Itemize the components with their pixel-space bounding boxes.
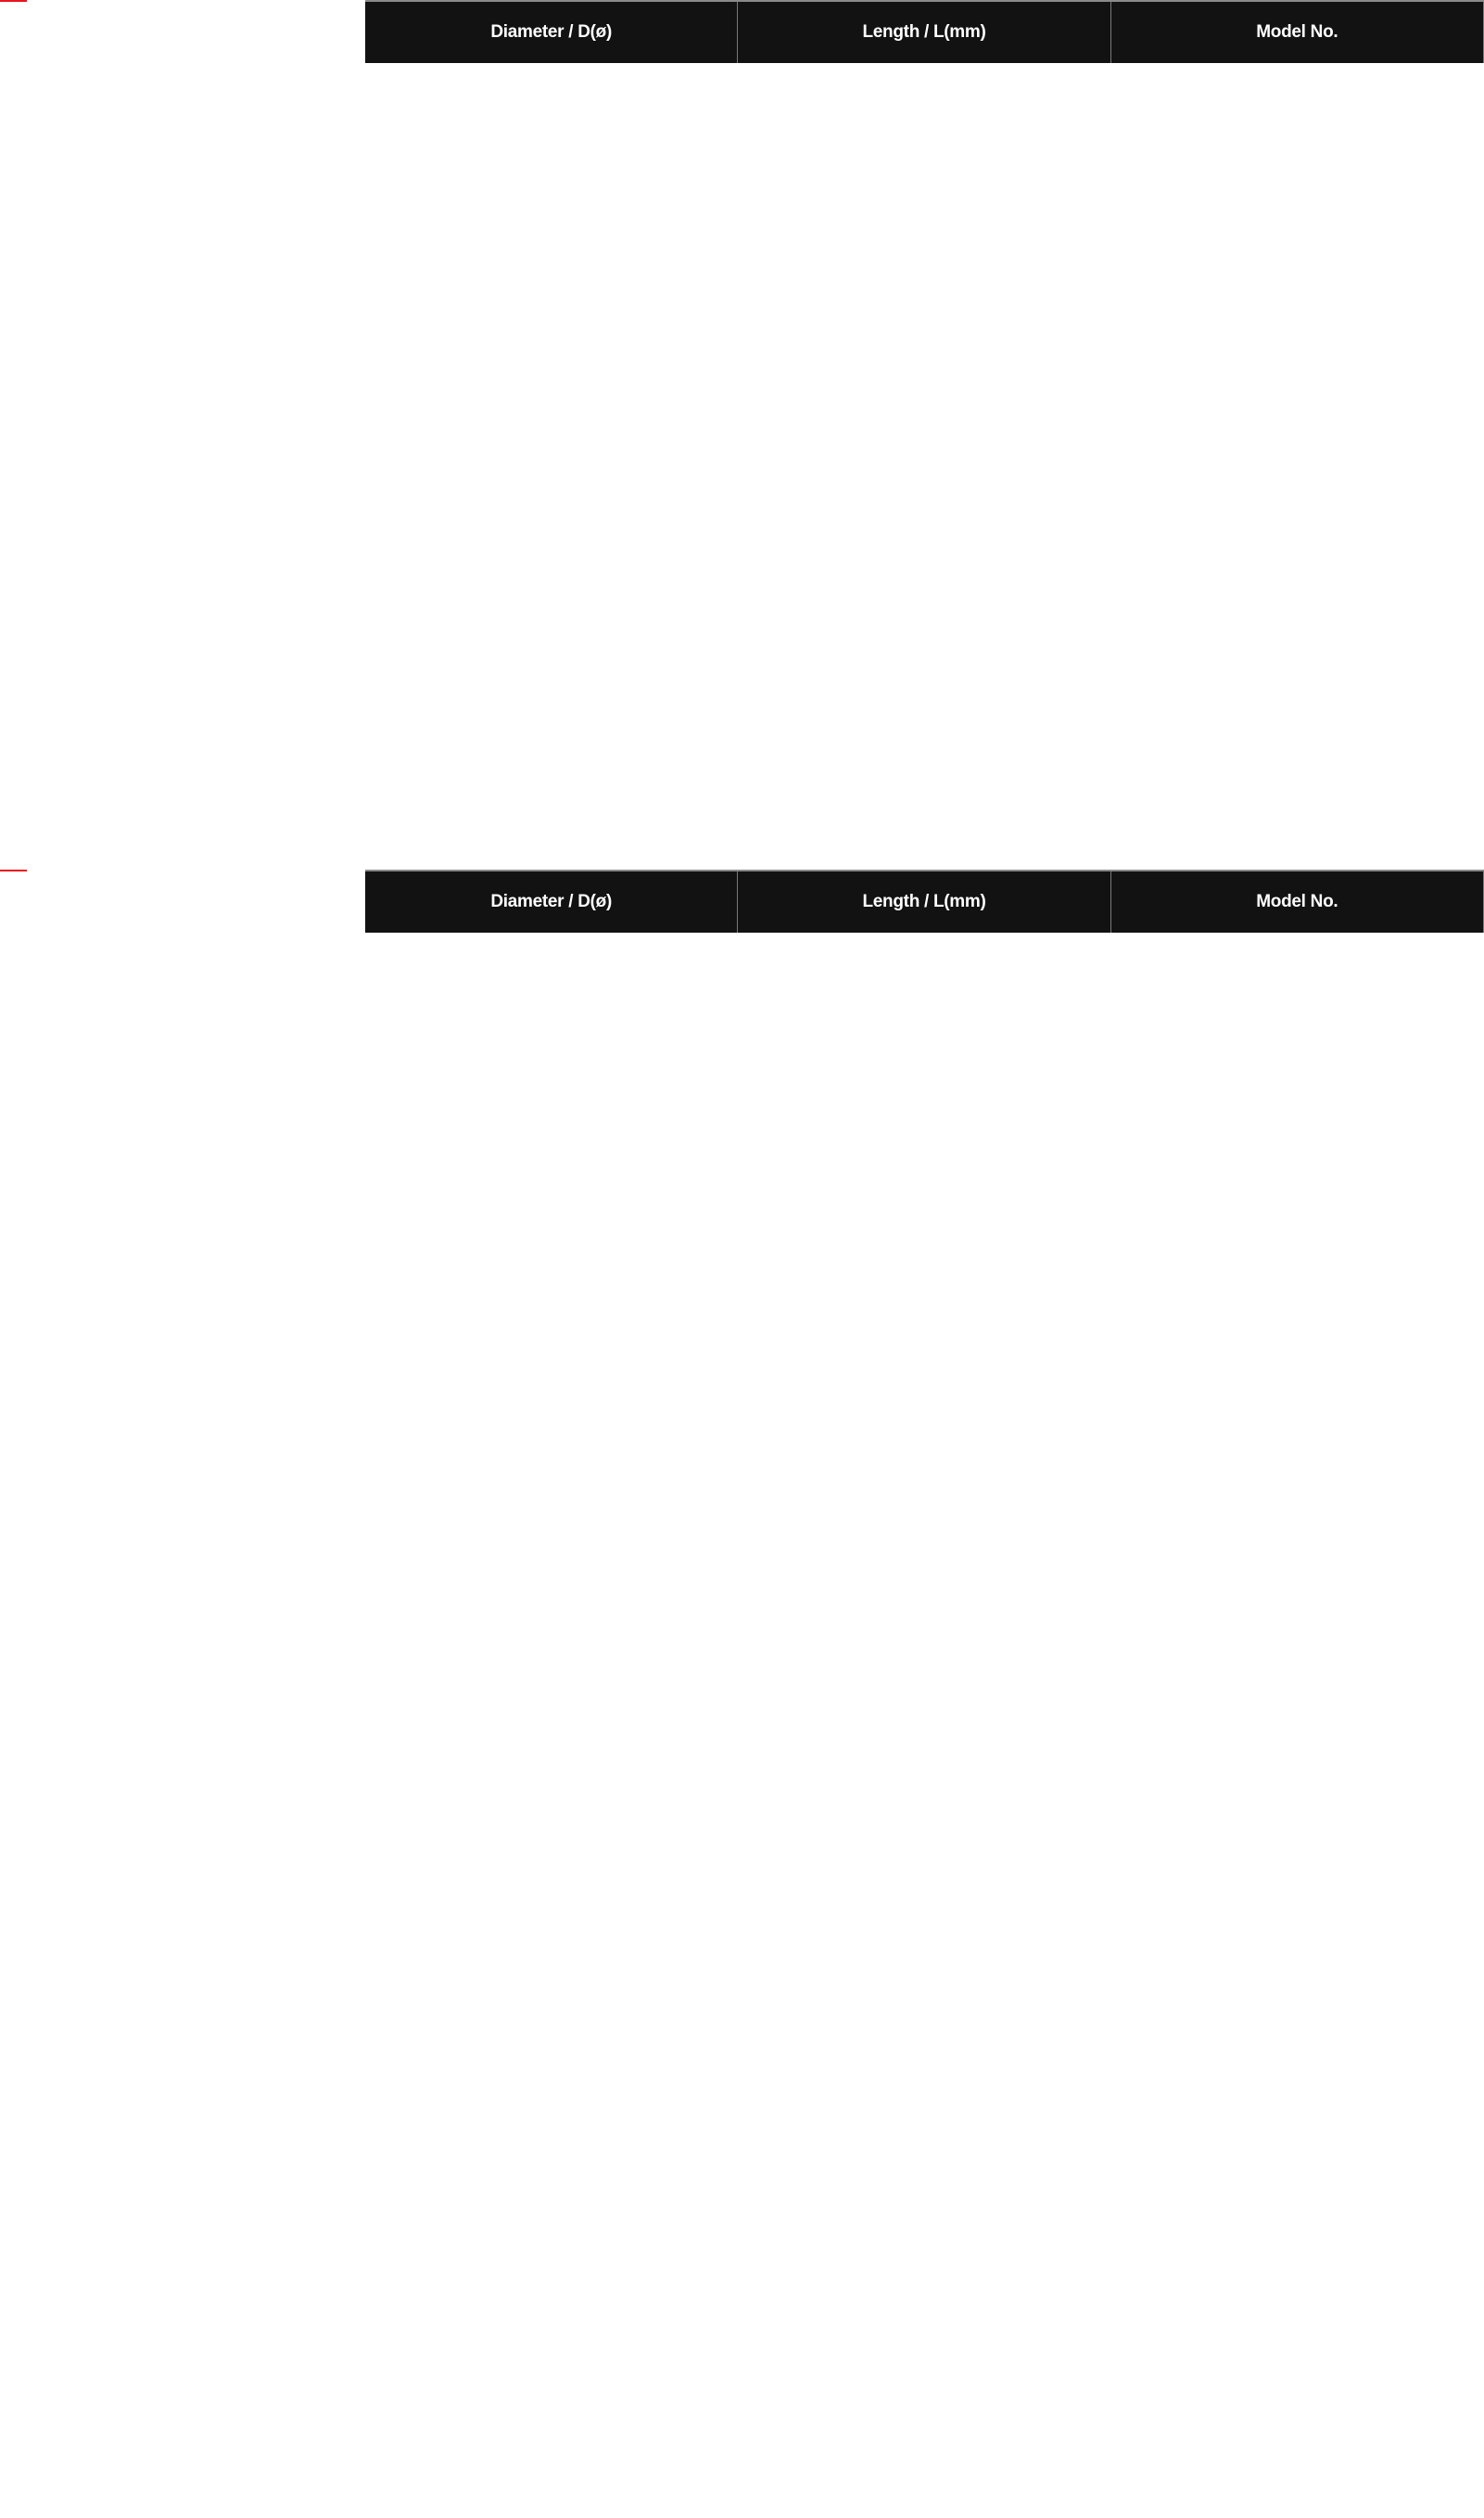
column-header-length: Length / L(mm) xyxy=(738,871,1110,933)
spec-section-2 xyxy=(0,870,1484,2518)
spec-table-header-row xyxy=(365,0,1484,63)
column-header-diameter: Diameter / D(ø) xyxy=(365,871,738,933)
column-header-model-no: Model No. xyxy=(1111,871,1484,933)
red-accent-marker xyxy=(0,0,27,2)
column-header-diameter: Diameter / D(ø) xyxy=(365,2,738,63)
red-accent-marker xyxy=(0,870,27,871)
column-header-model-no: Model No. xyxy=(1111,2,1484,63)
spec-section-1 xyxy=(0,0,1484,870)
column-header-length: Length / L(mm) xyxy=(738,2,1110,63)
spec-table-header-row xyxy=(365,870,1484,933)
